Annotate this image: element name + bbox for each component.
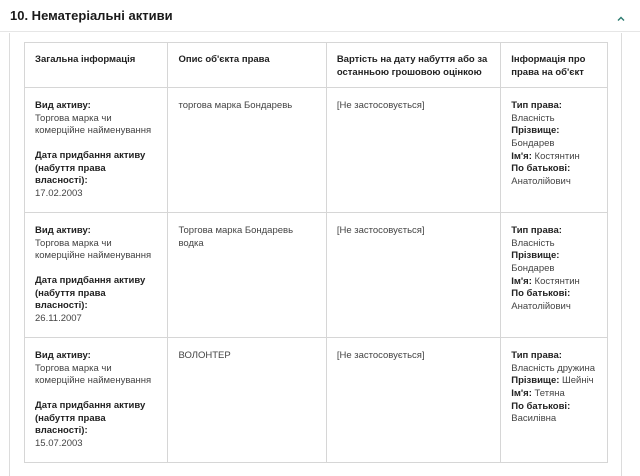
description-cell: торгова марка Бондаревь (168, 88, 326, 213)
surname-label: Прізвище: (511, 125, 560, 137)
patronymic-value: Анатолійович (511, 300, 571, 312)
acquisition-date-label: Дата придбання активу (набуття права власності): (35, 274, 146, 312)
rights-info-cell (501, 88, 608, 213)
table-row (25, 338, 608, 463)
right-type-label: Тип права: (511, 225, 562, 237)
asset-type-value: Торгова марка чи комерційне найменування (35, 237, 152, 262)
general-info-cell (25, 213, 168, 338)
asset-type-value: Торгова марка чи комерційне найменування (35, 362, 152, 387)
surname-label: Прізвище: (511, 375, 560, 387)
rights-info-cell (501, 213, 608, 338)
acquisition-date-label: Дата придбання активу (набуття права власності): (35, 399, 146, 437)
general-info-cell (25, 338, 168, 463)
right-type-value: Власність (511, 237, 555, 249)
general-info-cell (25, 88, 168, 213)
table-row (25, 213, 608, 338)
name-label: Ім'я: (511, 275, 532, 287)
table-header-row (25, 43, 608, 88)
table-container (9, 33, 622, 476)
header-object-description: Опис об'єкта права (168, 43, 326, 88)
acquisition-date-value: 26.11.2007 (35, 312, 82, 324)
surname-value: Шейніч (562, 375, 594, 387)
value-cell: [Не застосовується] (326, 338, 500, 463)
asset-type-value: Торгова марка чи комерційне найменування (35, 112, 152, 137)
table-row (25, 88, 608, 213)
header-value: Вартість на дату набуття або за останньою грошовою оцінкою (326, 43, 500, 88)
description-cell: ВОЛОНТЕР (168, 338, 326, 463)
asset-type-label: Вид активу: (35, 350, 91, 362)
right-type-value: Власність дружина (511, 362, 595, 374)
name-label: Ім'я: (511, 150, 532, 162)
right-type-label: Тип права: (511, 350, 562, 362)
acquisition-date-value: 17.02.2003 (35, 187, 83, 199)
name-label: Ім'я: (511, 387, 532, 399)
section-title: 10. Нематеріальні активи (10, 8, 173, 23)
section-header[interactable] (0, 0, 640, 32)
rights-info-cell (501, 338, 608, 463)
value-cell: [Не застосовується] (326, 213, 500, 338)
asset-type-label: Вид активу: (35, 100, 91, 112)
acquisition-date-label: Дата придбання активу (набуття права власності): (35, 149, 146, 187)
header-general-info: Загальна інформація (25, 43, 168, 88)
patronymic-value: Василівна (511, 413, 557, 425)
patronymic-value: Анатолійович (511, 175, 571, 187)
name-value: Тетяна (534, 387, 565, 399)
description-cell: Торгова марка Бондаревь водка (168, 213, 326, 338)
right-type-label: Тип права: (511, 100, 562, 112)
asset-type-label: Вид активу: (35, 225, 91, 237)
right-type-value: Власність (511, 112, 555, 124)
patronymic-label: По батькові: (511, 288, 571, 300)
acquisition-date-value: 15.07.2003 (35, 437, 83, 449)
name-value: Костянтин (534, 275, 580, 287)
header-rights-info: Інформація про права на об'єкт (501, 43, 608, 88)
patronymic-label: По батькові: (511, 400, 571, 412)
name-value: Костянтин (534, 150, 580, 162)
assets-table (24, 42, 608, 463)
surname-value: Бондарев (511, 137, 555, 149)
value-cell: [Не застосовується] (326, 88, 500, 213)
surname-value: Бондарев (511, 262, 555, 274)
chevron-up-icon[interactable] (616, 11, 626, 21)
surname-label: Прізвище: (511, 250, 560, 262)
patronymic-label: По батькові: (511, 163, 571, 175)
